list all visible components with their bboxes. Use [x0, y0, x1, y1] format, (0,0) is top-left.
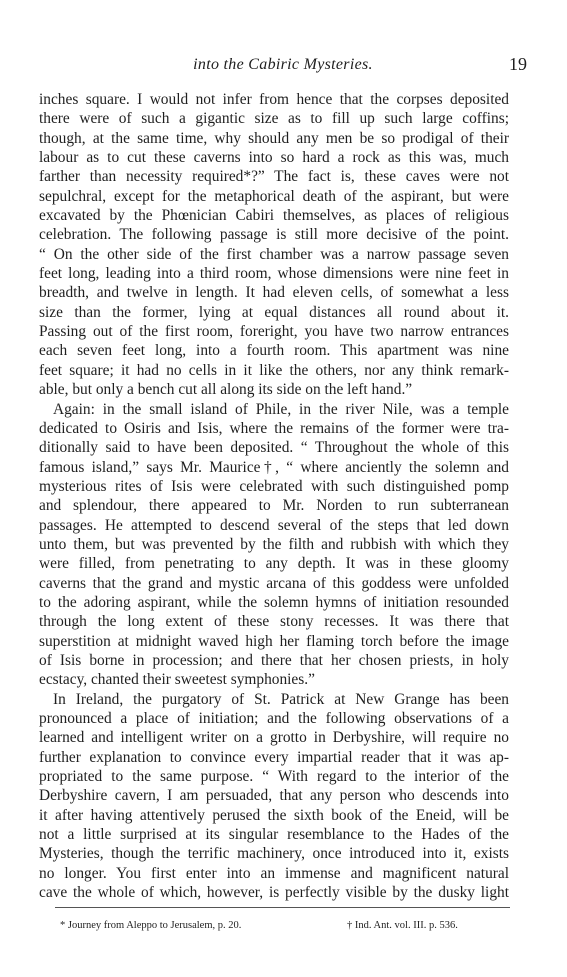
- text-line: superstition at midnight waved high her flaming torch before the image: [39, 632, 509, 650]
- text-line: each seven feet long, into a fourth room. This apartment was nine: [39, 342, 509, 360]
- text-line: Again: in the small island of Phile, in the river Nile, was a temple: [53, 400, 509, 418]
- running-header: [39, 56, 527, 80]
- text-line: labour as to cut these caverns into so hard a rock as this was, much: [39, 149, 509, 167]
- text-line: no longer. You first enter into an immense and magnificent natural: [39, 864, 509, 882]
- text-line: inches square. I would not infer from hence that the corpses deposited: [39, 91, 509, 108]
- text-line: it after having attentively perused the sixth book of the Eneid, will be: [39, 806, 509, 824]
- text-line: ditionally said to have been deposited. “ Throughout the whole of this: [39, 439, 509, 457]
- footnote-indian-antiquities: † Ind. Ant. vol. III. p. 536.: [347, 920, 458, 931]
- text-line: further explanation to convince every impartial reader that it was ap-: [39, 748, 509, 766]
- text-line: farther than necessity required*?” The fact is, these caves were not: [39, 168, 509, 186]
- text-line: feet long, leading into a third room, whose dimensions were nine feet in: [39, 265, 509, 283]
- text-line: there were of such a gigantic size as to fill up such large coffins;: [39, 110, 509, 128]
- text-line: celebration. The following passage is still more decisive of the point.: [39, 226, 509, 244]
- footnote-divider: [55, 907, 510, 908]
- text-line: were filled, from penetrating to any depth. It was in these gloomy: [39, 555, 509, 573]
- footnote-journey: * Journey from Aleppo to Jerusalem, p. 20.: [60, 920, 242, 931]
- text-line: to the adoring aspirant, while the solemn hymns of initiation resounded: [39, 593, 509, 611]
- text-line: able, but only a bench cut all along its side on the left hand.”: [39, 381, 413, 399]
- text-line: of Isis borne in procession; and there that her chosen priests, in holy: [39, 651, 509, 669]
- text-line: Passing out of the first room, foreright, you have two narrow entrances: [39, 323, 509, 341]
- text-line: caverns that the grand and mystic arcana of this goddess were unfolded: [39, 574, 509, 592]
- text-line: Derbyshire cavern, I am persuaded, that any person who descends into: [39, 787, 509, 805]
- page-number: 19: [509, 54, 527, 74]
- body-text: [39, 90, 509, 922]
- text-line: not a little surprised at its singular resemblance to the Hades of the: [39, 826, 509, 844]
- text-line: “ On the other side of the first chamber was a narrow passage seven: [39, 245, 509, 263]
- text-line: propriated to the same purpose. “ With regard to the interior of the: [39, 768, 509, 786]
- text-line: excavated by the Phœnician Cabiri themselves, as places of religious: [39, 207, 509, 225]
- text-line: through the long extent of these stony recesses. It was there that: [39, 613, 509, 631]
- text-line: feet square; it had no cells in it like the others, nor any think remark-: [39, 361, 509, 379]
- text-line: In Ireland, the purgatory of St. Patrick at New Grange has been: [53, 690, 509, 708]
- text-line: dedicated to Osiris and Isis, where the remains of the former were tra-: [39, 419, 509, 437]
- text-line: mysterious rites of Isis were celebrated with such distinguished pomp: [39, 477, 509, 495]
- footnotes: [60, 919, 510, 935]
- text-line: unto them, but was prevented by the filth and rubbish with which they: [39, 535, 509, 553]
- running-title: into the Cabiric Mysteries.: [193, 56, 373, 73]
- text-line: size than the former, lying at equal distances all round about it.: [39, 303, 509, 321]
- text-line: pronounced a place of initiation; and the following observations of a: [39, 710, 509, 727]
- text-line: Mysteries, though the terrific machinery, once introduced into it, exists: [39, 845, 509, 863]
- text-line: sepulchral, except for the metaphorical death of the aspirant, but were: [39, 187, 509, 205]
- text-line: passages. He attempted to descend several of the steps that led down: [39, 516, 509, 534]
- text-line: though, at the same time, why should any men be so prodigal of their: [39, 129, 509, 147]
- text-line: breadth, and twelve in length. It had eleven cells, of somewhat a less: [39, 284, 509, 302]
- text-line: famous island,” says Mr. Maurice†, “ where anciently the solemn and: [39, 458, 509, 476]
- text-line: cave the whole of which, however, is perfectly visible by the dusky light: [39, 884, 509, 902]
- text-line: and splendour, there appeared to Mr. Norden to run subterranean: [39, 497, 509, 515]
- text-line: learned and intelligent writer on a grotto in Derbyshire, will require no: [39, 729, 509, 747]
- text-line: ecstacy, chanted their sweetest symphonies.”: [39, 671, 315, 689]
